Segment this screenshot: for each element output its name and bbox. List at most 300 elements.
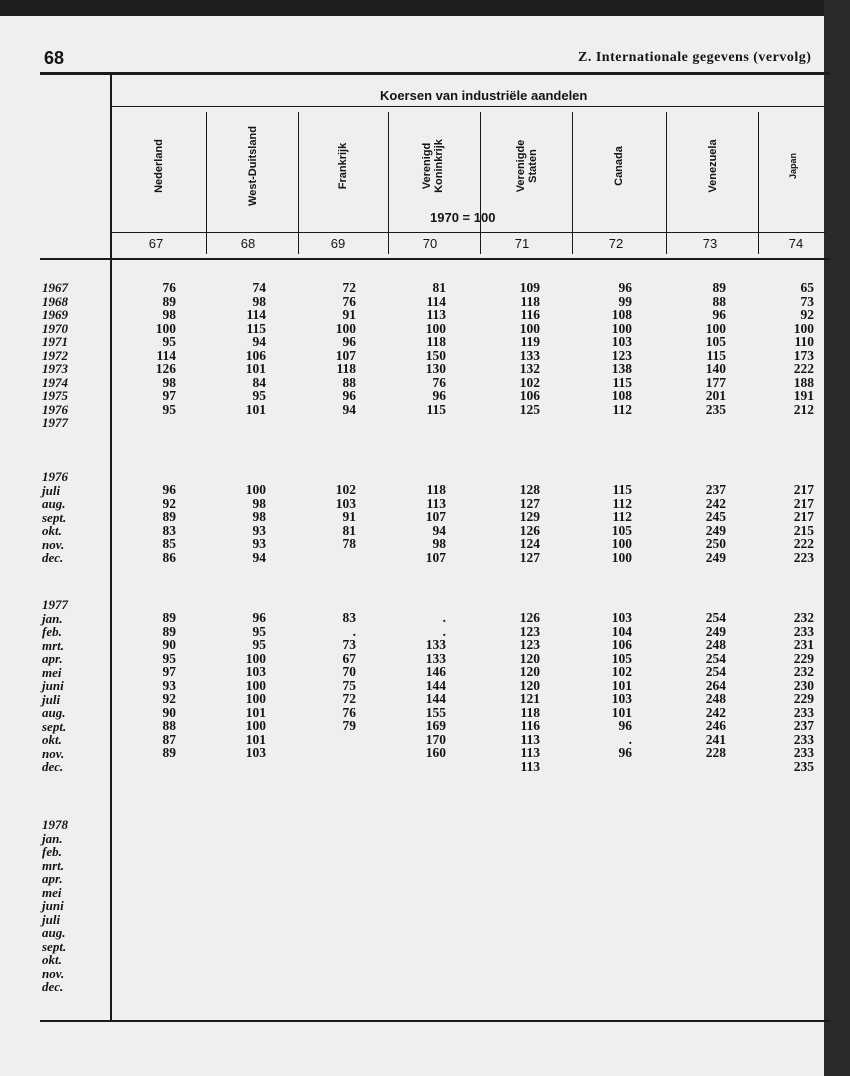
data-cell: 115: [246, 320, 266, 336]
data-cell: 118: [426, 482, 446, 497]
data-cell: 92: [800, 307, 814, 322]
data-cell: 88: [712, 293, 726, 309]
data-cell: 100: [425, 320, 446, 336]
data-cell: 242: [705, 704, 726, 720]
row-label: 1971: [42, 334, 68, 349]
column-number: 74: [788, 236, 804, 251]
scan-top-border: [0, 0, 850, 16]
column-header-japan: Japan: [788, 152, 798, 180]
column-header-verenigd-koninkrijk: Verenigd Koninkrijk: [421, 139, 445, 193]
stub-1977: [42, 598, 112, 774]
data-cell: 115: [612, 482, 632, 497]
data-cell: 76: [432, 374, 446, 390]
data-column: [774, 281, 814, 416]
data-cell: 96: [432, 388, 446, 403]
column-header-nederland: Nederland: [153, 139, 165, 193]
data-column: [226, 281, 266, 416]
data-cell: 110: [794, 334, 814, 349]
data-cell: 107: [335, 347, 356, 363]
data-cell: 250: [705, 536, 726, 551]
data-cell: 237: [793, 718, 814, 733]
row-label: 1976: [42, 469, 68, 484]
data-cell: 118: [336, 361, 356, 376]
data-cell: 98: [252, 495, 266, 511]
data-column: [136, 281, 176, 416]
column-header-frankrijk: Frankrijk: [337, 142, 349, 190]
data-cell: 101: [245, 731, 266, 747]
data-cell: 248: [705, 637, 726, 652]
data-cell: 78: [342, 536, 356, 551]
data-cell: 113: [520, 758, 540, 774]
data-cell: 108: [611, 307, 632, 322]
data-cell: 115: [426, 401, 446, 417]
data-cell: 217: [793, 495, 814, 511]
data-cell: 132: [519, 361, 540, 376]
row-label: 1970: [42, 320, 68, 336]
col-divider-4: [480, 112, 481, 254]
index-base: 1970 = 100: [430, 210, 496, 225]
data-cell: 160: [425, 745, 446, 760]
data-cell: 94: [252, 549, 266, 565]
data-cell: 124: [519, 536, 540, 551]
data-cell: 88: [342, 374, 356, 390]
data-cell: 95: [252, 637, 266, 652]
data-cell: 102: [519, 374, 540, 390]
data-cell: 133: [519, 347, 540, 363]
data-cell: 249: [705, 522, 726, 538]
data-cell: 98: [162, 307, 176, 322]
data-cell: 70: [342, 664, 356, 679]
data-cell: 106: [519, 388, 540, 403]
data-cell: 114: [426, 293, 446, 309]
column-header-venezuela: Venezuela: [707, 139, 719, 193]
data-cell: 90: [162, 637, 176, 652]
data-cell: 105: [611, 522, 632, 538]
column-number: 73: [702, 236, 718, 251]
data-cell: 126: [155, 361, 176, 376]
data-cell: 89: [162, 623, 176, 639]
data-cell: 89: [162, 610, 176, 625]
data-cell: 235: [793, 758, 814, 774]
data-cell: 103: [245, 664, 266, 679]
data-cell: 118: [520, 704, 540, 720]
data-cell: 114: [156, 347, 176, 363]
data-cell: [316, 733, 356, 747]
stub-1978: [42, 818, 112, 994]
data-cell: 146: [425, 664, 446, 679]
data-column: [136, 611, 176, 773]
data-column: [686, 281, 726, 416]
data-cell: 76: [342, 293, 356, 309]
stub-1976: [42, 470, 112, 565]
data-cell: 96: [342, 388, 356, 403]
data-cell: 254: [705, 650, 726, 666]
data-cell: 113: [426, 307, 446, 322]
data-cell: 100: [245, 650, 266, 666]
row-label: 1977: [42, 597, 68, 612]
data-cell: 100: [611, 320, 632, 336]
data-cell: 245: [705, 509, 726, 524]
data-cell: 112: [612, 401, 632, 417]
data-cell: .: [352, 623, 356, 639]
data-cell: 212: [793, 401, 814, 417]
row-label: okt.: [42, 732, 62, 747]
data-cell: 115: [612, 374, 632, 390]
row-label: sept.: [42, 718, 67, 734]
data-cell: 173: [793, 347, 814, 363]
row-label: sept.: [42, 938, 67, 954]
data-cell: 101: [611, 704, 632, 720]
column-header-west-duitsland: West-Duitsland: [247, 126, 259, 206]
row-label: mrt.: [42, 637, 65, 653]
row-label: nov.: [42, 536, 65, 552]
base-rule: [112, 232, 826, 233]
data-cell: 228: [705, 745, 726, 760]
data-cell: 241: [705, 731, 726, 747]
data-cell: 188: [793, 374, 814, 390]
row-label: juli: [42, 482, 61, 498]
data-cell: 87: [162, 731, 176, 747]
data-cell: 83: [162, 522, 176, 538]
column-number: 68: [240, 236, 256, 251]
data-cell: 170: [425, 731, 446, 747]
data-cell: 93: [252, 522, 266, 538]
table-title: Koersen van industriële aandelen: [380, 88, 588, 103]
data-cell: [316, 760, 356, 774]
data-cell: 123: [611, 347, 632, 363]
data-cell: 232: [793, 610, 814, 625]
data-cell: 76: [162, 280, 176, 295]
data-cell: 217: [793, 509, 814, 524]
data-cell: 92: [162, 495, 176, 511]
data-cell: 254: [705, 664, 726, 679]
data-cell: 97: [162, 664, 176, 679]
data-cell: 79: [342, 718, 356, 733]
data-cell: 105: [611, 650, 632, 666]
data-cell: 93: [162, 677, 176, 693]
bottom-rule: [40, 1020, 830, 1022]
data-cell: 97: [162, 388, 176, 403]
data-cell: 126: [519, 610, 540, 625]
data-cell: 191: [793, 388, 814, 403]
data-cell: 129: [519, 509, 540, 524]
data-cell: 89: [162, 745, 176, 760]
data-cell: 85: [162, 536, 176, 551]
data-cell: 106: [611, 637, 632, 652]
data-cell: 106: [245, 347, 266, 363]
data-cell: 235: [705, 401, 726, 417]
data-cell: 223: [793, 549, 814, 565]
row-label: 1974: [42, 374, 68, 390]
data-cell: 89: [162, 509, 176, 524]
data-column: [686, 611, 726, 773]
column-number: 71: [514, 236, 530, 251]
data-cell: 100: [611, 536, 632, 551]
data-cell: 89: [162, 293, 176, 309]
data-cell: 125: [519, 401, 540, 417]
data-cell: 81: [432, 280, 446, 295]
data-column: [500, 281, 540, 416]
row-label: dec.: [42, 979, 64, 994]
data-cell: 95: [162, 334, 176, 349]
data-cell: 96: [162, 482, 176, 497]
data-cell: 101: [245, 361, 266, 376]
data-cell: 249: [705, 623, 726, 639]
data-cell: 93: [252, 536, 266, 551]
data-cell: 98: [252, 293, 266, 309]
data-cell: 123: [519, 637, 540, 652]
data-cell: 74: [252, 280, 266, 295]
page-number: 68: [44, 48, 65, 68]
data-cell: [406, 760, 446, 774]
row-label: juli: [42, 911, 61, 927]
running-head: Z. Internationale gegevens (vervolg): [578, 50, 812, 65]
data-cell: 233: [793, 745, 814, 760]
data-cell: 121: [519, 691, 540, 706]
data-cell: 100: [705, 320, 726, 336]
data-cell: 138: [611, 361, 632, 376]
data-cell: 73: [800, 293, 814, 309]
data-cell: 112: [612, 509, 632, 524]
data-cell: 94: [342, 401, 356, 417]
data-cell: 116: [520, 718, 540, 733]
data-cell: 100: [155, 320, 176, 336]
row-label: 1976: [42, 401, 68, 417]
data-column: [316, 281, 356, 416]
head-rule: [40, 72, 830, 75]
row-label: aug.: [42, 925, 66, 940]
data-cell: 113: [520, 745, 540, 760]
column-number: 69: [330, 236, 346, 251]
data-cell: 96: [618, 280, 632, 295]
row-label: sept.: [42, 509, 67, 525]
data-cell: 126: [519, 522, 540, 538]
data-cell: 104: [611, 623, 632, 639]
data-cell: 246: [705, 718, 726, 733]
data-cell: 100: [519, 320, 540, 336]
data-cell: 98: [252, 509, 266, 524]
data-cell: 100: [611, 549, 632, 565]
data-cell: 177: [705, 374, 726, 390]
data-cell: 114: [246, 307, 266, 322]
data-cell: 96: [712, 307, 726, 322]
data-cell: 95: [252, 623, 266, 639]
data-column: [406, 611, 446, 773]
data-cell: 133: [425, 637, 446, 652]
data-cell: 95: [162, 650, 176, 666]
row-label: jan.: [42, 610, 63, 626]
data-cell: 232: [793, 664, 814, 679]
data-cell: 81: [342, 522, 356, 538]
col-divider-1: [206, 112, 207, 254]
data-column: [316, 483, 356, 564]
data-cell: 83: [342, 610, 356, 625]
data-cell: 127: [519, 495, 540, 511]
data-cell: 91: [342, 509, 356, 524]
row-label: aug.: [42, 705, 66, 720]
data-cell: 94: [252, 334, 266, 349]
data-cell: 103: [611, 334, 632, 349]
data-cell: 233: [793, 623, 814, 639]
data-cell: 98: [162, 374, 176, 390]
data-cell: 144: [425, 691, 446, 706]
data-cell: [136, 760, 176, 774]
data-cell: 90: [162, 704, 176, 720]
data-cell: 103: [611, 610, 632, 625]
row-label: mei: [42, 884, 62, 900]
data-cell: 107: [425, 549, 446, 565]
data-cell: 115: [706, 347, 726, 363]
data-column: [226, 611, 266, 773]
row-label: 1977: [42, 415, 68, 430]
data-cell: 215: [793, 522, 814, 538]
data-cell: 229: [793, 650, 814, 666]
data-cell: 95: [252, 388, 266, 403]
data-cell: 118: [520, 293, 540, 309]
data-cell: .: [628, 731, 632, 747]
col-divider-6: [666, 112, 667, 254]
row-label: juni: [42, 898, 64, 913]
data-cell: 127: [519, 549, 540, 565]
row-label: okt.: [42, 523, 62, 538]
data-cell: 123: [519, 623, 540, 639]
data-cell: 140: [705, 361, 726, 376]
row-label: nov.: [42, 745, 65, 761]
row-label: apr.: [42, 871, 63, 886]
data-cell: [686, 760, 726, 774]
data-column: [406, 281, 446, 416]
data-cell: 133: [425, 650, 446, 666]
data-column: [500, 611, 540, 773]
data-cell: 150: [425, 347, 446, 363]
data-cell: 144: [425, 677, 446, 693]
row-label: apr.: [42, 651, 63, 666]
data-cell: [316, 551, 356, 565]
data-cell: 101: [611, 677, 632, 693]
data-column: [686, 483, 726, 564]
data-cell: 105: [705, 334, 726, 349]
column-header-verenigde-staten: Verenigde Staten: [515, 139, 539, 193]
data-cell: 73: [342, 637, 356, 652]
data-column: [592, 611, 632, 773]
data-cell: 108: [611, 388, 632, 403]
data-cell: 100: [335, 320, 356, 336]
data-cell: 229: [793, 691, 814, 706]
data-cell: 102: [335, 482, 356, 497]
data-column: [406, 483, 446, 564]
row-label: 1967: [42, 280, 68, 295]
column-number: 72: [608, 236, 624, 251]
row-label: nov.: [42, 965, 65, 981]
data-cell: 72: [342, 691, 356, 706]
column-header-canada: Canada: [613, 146, 625, 186]
data-cell: 100: [245, 718, 266, 733]
data-cell: 233: [793, 731, 814, 747]
column-number: 70: [422, 236, 438, 251]
data-cell: 65: [800, 280, 814, 295]
row-label: 1978: [42, 817, 68, 832]
data-column: [316, 611, 356, 773]
row-label: 1975: [42, 388, 68, 403]
data-column: [774, 483, 814, 564]
data-cell: 99: [618, 293, 632, 309]
data-cell: 101: [245, 401, 266, 417]
data-cell: 254: [705, 610, 726, 625]
data-cell: 96: [618, 718, 632, 733]
row-label: feb.: [42, 624, 62, 639]
row-label: mei: [42, 664, 62, 680]
data-cell: 96: [252, 610, 266, 625]
data-cell: 103: [245, 745, 266, 760]
data-cell: 94: [432, 522, 446, 538]
data-cell: 102: [611, 664, 632, 679]
data-cell: 88: [162, 718, 176, 733]
data-cell: 222: [793, 361, 814, 376]
data-column: [592, 483, 632, 564]
data-cell: 100: [793, 320, 814, 336]
data-cell: 130: [425, 361, 446, 376]
data-column: [136, 483, 176, 564]
row-label: jan.: [42, 830, 63, 846]
data-cell: .: [442, 610, 446, 625]
data-column: [592, 281, 632, 416]
data-cell: 116: [520, 307, 540, 322]
data-cell: 264: [705, 677, 726, 693]
data-cell: 67: [342, 650, 356, 666]
data-cell: 109: [519, 280, 540, 295]
row-label: okt.: [42, 952, 62, 967]
data-cell: 103: [335, 495, 356, 511]
data-cell: 112: [612, 495, 632, 511]
data-cell: 155: [425, 704, 446, 720]
data-cell: 107: [425, 509, 446, 524]
data-cell: 222: [793, 536, 814, 551]
data-cell: 75: [342, 677, 356, 693]
row-label: 1968: [42, 293, 68, 309]
data-cell: 118: [426, 334, 446, 349]
data-cell: 120: [519, 664, 540, 679]
data-cell: 201: [705, 388, 726, 403]
data-cell: 86: [162, 549, 176, 565]
data-cell: 76: [342, 704, 356, 720]
data-cell: 230: [793, 677, 814, 693]
title-rule: [112, 106, 826, 107]
data-cell: [316, 746, 356, 760]
data-cell: 98: [432, 536, 446, 551]
data-cell: 231: [793, 637, 814, 652]
data-cell: [226, 760, 266, 774]
data-cell: 120: [519, 677, 540, 693]
data-cell: [592, 760, 632, 774]
numbers-rule: [40, 258, 830, 260]
row-label: juli: [42, 691, 61, 707]
row-label: feb.: [42, 844, 62, 859]
data-cell: 84: [252, 374, 266, 390]
data-column: [774, 611, 814, 773]
data-cell: 248: [705, 691, 726, 706]
data-cell: .: [442, 623, 446, 639]
data-cell: 95: [162, 401, 176, 417]
data-cell: 120: [519, 650, 540, 666]
data-cell: 217: [793, 482, 814, 497]
row-label: aug.: [42, 496, 66, 511]
data-cell: 96: [618, 745, 632, 760]
data-cell: 237: [705, 482, 726, 497]
data-cell: 113: [426, 495, 446, 511]
data-column: [500, 483, 540, 564]
row-label: juni: [42, 678, 64, 693]
data-cell: 169: [425, 718, 446, 733]
